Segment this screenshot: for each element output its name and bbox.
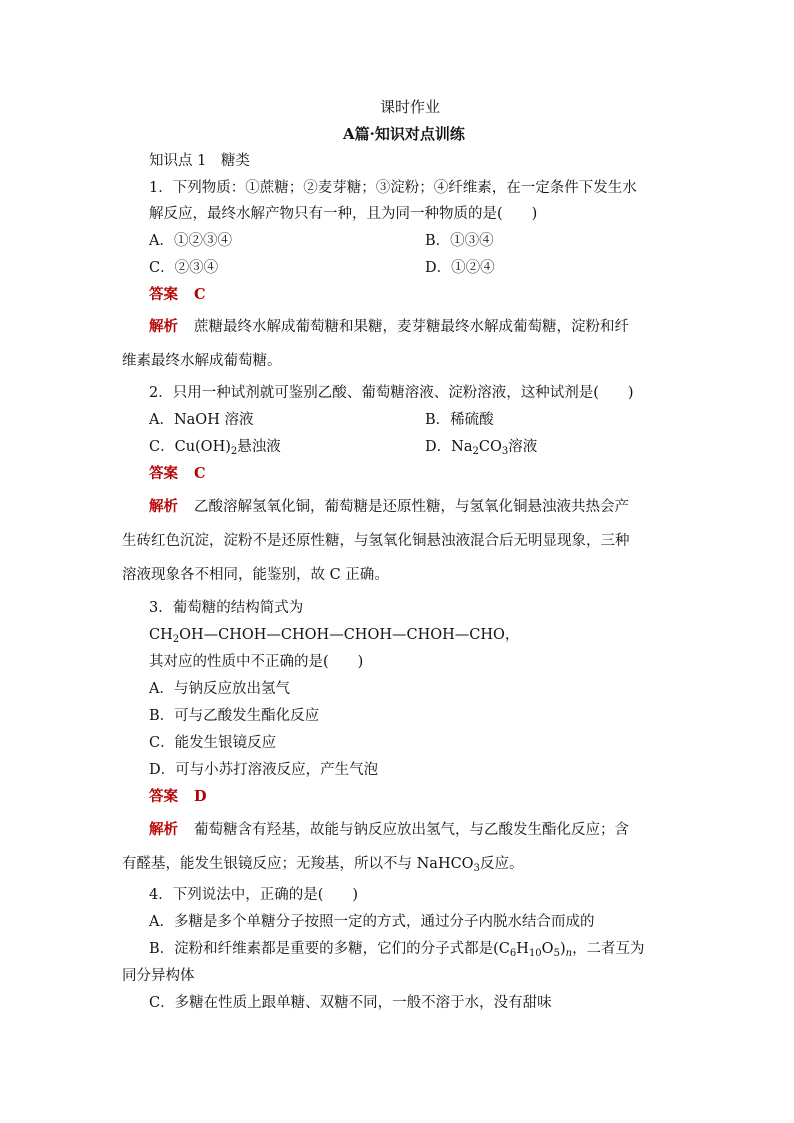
q1-analysis-line2: 维素最终水解成葡萄糖。 (122, 353, 282, 369)
q2-option-d: D．$Na_2CO_3$溶液 (425, 439, 538, 457)
q3-stem-line3: 其对应的性质中不正确的是( ) (149, 654, 364, 670)
q3-answer (149, 787, 207, 807)
q2-option-a: A．NaOH 溶液 (149, 412, 254, 428)
q1-answer (149, 285, 206, 305)
q3-option-a: A．与钠反应放出氢气 (149, 681, 290, 697)
q3-analysis-text1: 葡萄糖含有羟基，故能与钠反应放出氢气，与乙酸发生酯化反应；含 (194, 822, 629, 838)
q3-option-b: B．可与乙酸发生酯化反应 (149, 708, 320, 724)
q4-option-c: C．多糖在性质上跟单糖、双糖不同，一般不溶于水，没有甜味 (149, 995, 552, 1011)
q2-option-b: B．稀硫酸 (425, 412, 494, 428)
analysis-label: 解析 (149, 498, 178, 515)
q3-analysis-line2: 有醛基，能发生银镜反应；无羧基，所以不与 NaHCO$_3$反应。 (122, 856, 524, 874)
q3-formula: $CH_2OH—CHOH—CHOH—CHOH—CHOH—CHO$， (149, 627, 520, 645)
q3-answer-value: D (194, 788, 207, 805)
q2-stem-line1: 2．只用一种试剂就可鉴别乙酸、葡萄糖溶液、淀粉溶液，这种试剂是( ) (149, 385, 634, 401)
q1-option-d: D．①②④ (425, 260, 495, 276)
section-heading: 知识点 1 糖类 (149, 153, 250, 169)
q2-analysis-line3: 溶液现象各不相同，能鉴别，故 C 正确。 (122, 567, 389, 583)
q2-analysis-line2: 生砖红色沉淀，淀粉不是还原性糖，与氢氧化铜悬浊液混合后无明显现象，三种 (122, 533, 630, 549)
page-subtitle: A篇·知识对点训练 (343, 125, 465, 143)
q4-stem-line1: 4．下列说法中，正确的是( ) (149, 887, 359, 903)
q1-stem-line2: 解反应，最终水解产物只有一种，且为同一种物质的是( ) (149, 206, 538, 222)
q1-answer-value: C (194, 286, 206, 303)
q3-stem-line1: 3．葡萄糖的结构简式为 (149, 600, 304, 616)
q1-analysis-text1: 蔗糖最终水解成葡萄糖和果糖，麦芽糖最终水解成葡萄糖，淀粉和纤 (194, 319, 629, 335)
q4-option-b-line1: B．淀粉和纤维素都是重要的多糖，它们的分子式都是$(C_6H_{10}O_5)_n$，二者互为 (149, 941, 645, 959)
q3-analysis-line1 (149, 820, 629, 840)
q2-answer-value: C (194, 465, 206, 482)
q2-analysis-text1: 乙酸溶解氢氧化铜，葡萄糖是还原性糖，与氢氧化铜悬浊液共热会产 (194, 499, 629, 515)
q2-option-c: C．$Cu(OH)_2$悬浊液 (149, 439, 281, 457)
q3-option-c: C．能发生银镜反应 (149, 735, 277, 751)
answer-label: 答案 (149, 465, 178, 482)
q1-analysis-line1 (149, 317, 629, 337)
answer-label: 答案 (149, 788, 178, 805)
q2-answer (149, 464, 206, 484)
page-title: 课时作业 (380, 98, 441, 116)
q1-option-c: C．②③④ (149, 260, 219, 276)
analysis-label: 解析 (149, 318, 178, 335)
q1-option-a: A．①②③④ (149, 233, 232, 249)
q1-option-b: B．①③④ (425, 233, 494, 249)
answer-label: 答案 (149, 286, 178, 303)
analysis-label: 解析 (149, 821, 178, 838)
q3-option-d: D．可与小苏打溶液反应，产生气泡 (149, 762, 379, 778)
q2-analysis-line1 (149, 497, 629, 517)
q4-option-b-line2: 同分异构体 (122, 968, 195, 984)
q1-stem-line1: 1．下列物质：①蔗糖；②麦芽糖；③淀粉；④纤维素，在一定条件下发生水 (149, 180, 637, 196)
q4-option-a: A．多糖是多个单糖分子按照一定的方式，通过分子内脱水结合而成的 (149, 914, 595, 930)
